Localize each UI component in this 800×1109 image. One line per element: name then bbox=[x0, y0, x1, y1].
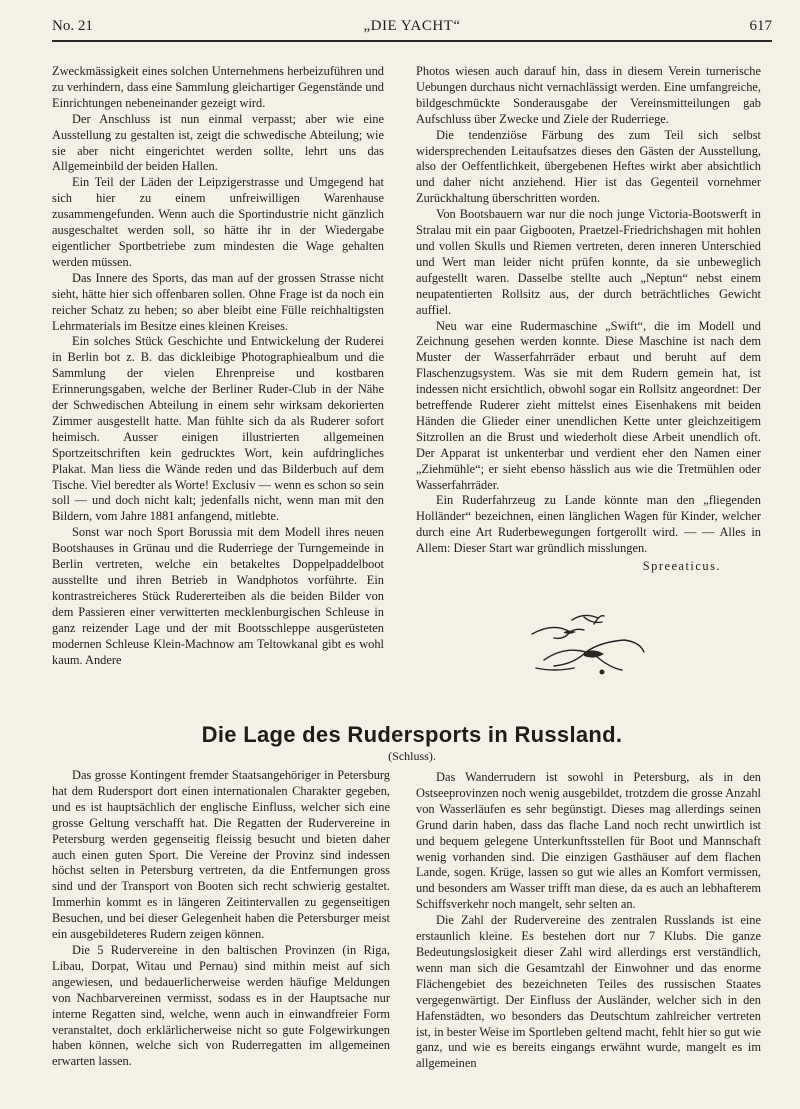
paragraph: Das Innere des Sports, das man auf der grossen Strasse nicht sieht, hätte hier sich offenbaren sollen. Ohne Frage ist da noch ein reicher Schatz zu heben; so aber bleibt eine Fülle reichhaltigsten Lehrmaterials im Besitze eines kleinen Kreises. bbox=[52, 270, 384, 333]
page-header bbox=[52, 18, 772, 38]
paragraph: Zweckmässigkeit eines solchen Unternehmens herbeizuführen und zu verhindern, dass eine Sammlung gleichartiger Gegenstände und Einrichtungen nebeneinander gezeigt wird. bbox=[52, 64, 384, 110]
header-rule bbox=[52, 40, 772, 42]
paragraph: Ein solches Stück Geschichte und Entwickelung der Ruderei in Berlin bot z. B. das dickleibige Photographiealbum und die Sammlung der vielen Ehrenpreise und kostbaren Erinnerungsgaben, welche der Berliner Ruder-Club in der Nähe der Schwedischen Abteilung in einem sehr wirksam dekorierten Zimmer ausgestellt hatte. Man fühlte sich da als Ruderer sofort heimisch. Ausser einigen illustrierten allgemeinen Sportzeitschriften kein gedrucktes Wort, kein aufdringliches Plakat. Man liess die Wände reden und das Bilderbuch auf dem Tische. Viel beredter als Worte! Exclusiv — wenn es schon so sein soll — und doch nicht kalt; jedenfalls nicht, wenn man mit den Bildern, vom Jahre 1881 anfangend, mitlebte. bbox=[52, 334, 384, 524]
column-top-left bbox=[52, 64, 384, 668]
page-number: 617 bbox=[749, 18, 772, 34]
paragraph: Der Anschluss ist nun einmal verpasst; aber wie eine Ausstellung zu gestalten ist, zeigt die schwedische Abteilung; wie sie aber nicht eingerichtet werden sollte, lehrt uns das Allgemeinbild der beiden Hallen. bbox=[52, 111, 384, 174]
column-bottom-right bbox=[416, 770, 761, 1072]
journal-title: „DIE YACHT“ bbox=[363, 18, 461, 34]
paragraph: Das Wanderrudern ist sowohl in Petersburg, als in den Ostseeprovinzen noch wenig ausgebildet, trotzdem die grosse Anzahl von Wasserläufen es sehr begünstigt. Dieses mag allerdings seinen Grund darin haben, dass das flache Land noch recht unwirtlich ist und bequem gelegene Unterkunftsstellen für Boot und Mannschaft wenig vorhanden sind. Die einzigen Gasthäuser auf dem flachen Lande, sogen. Krüge, lassen so gut wie alles an Komfort vermissen, und besonders am Wasser trifft man diese, da es auch an lebhafterem Schiffsverkehr noch mangelt, sehr selten an. bbox=[416, 770, 761, 912]
paragraph: Ein Teil der Läden der Leipzigerstrasse und Umgegend hat sich hier zu einem unfreiwilligen Warenhause zusammengefunden. Wenn auch die Sportindustrie nicht gänzlich ausgeschaltet werden soll, so hätte ihr in der Wiedergabe eigentlicher Sportbetriebe zum mindesten die Wage gehalten werden müssen. bbox=[52, 175, 384, 269]
article-title: Die Lage des Rudersports in Russland. bbox=[201, 722, 623, 747]
paragraph: Ein Ruderfahrzeug zu Lande könnte man den „fliegenden Holländer“ bezeichnen, einen länglichen Wagen für Kinder, welcher durch eine Art Ruderbewegungen fortgerollt wird. — — Alles in Allem: Dieser Start war gründlich misslungen. bbox=[416, 493, 761, 556]
paragraph: Photos wiesen auch darauf hin, dass in diesem Verein turnerische Uebungen durchaus nicht vernachlässigt werden. Eine umfangreiche, bildgeschmückte Sonderausgabe der Vereinsmitteilungen gab Aufschluss über Zwecke und Ziele der Ruderriege. bbox=[416, 64, 761, 126]
author-signature: Spreeaticus. bbox=[642, 559, 721, 574]
column-bottom-left bbox=[52, 768, 390, 1070]
paragraph: Sonst war noch Sport Borussia mit dem Modell ihres neuen Bootshauses in Grünau und die Ruderriege der Turngemeinde in Berlin vertreten, welche ein betakeltes Doppelpaddelboot ausstellte und ihren Betrieb in Wandphotos vorführte. Ein kontrastreicheres Stück Rudererteiben als die beiden Bilder von dem Passieren einer verwitterten mecklenburgischen Schleuse in ganz reizender Lage und der mit Bootsschleppe ausgerüsteten modernen Schleuse Klein-Machnow am Teltowkanal gibt es wohl kaum. Andere bbox=[52, 525, 384, 667]
paragraph: Die tendenziöse Färbung des zum Teil sich selbst widersprechenden Leitaufsatzes dieses den Gästen der Ausstellung, also der Oeffentlichkeit, übergebenen Heftes wirkt aber absichtlich und daher nicht anziehend. Hier ist das Gegenteil vornehmer Zurückhaltung überschritten worden. bbox=[416, 127, 761, 206]
article-subtitle: (Schluss). bbox=[388, 749, 436, 763]
column-top-right bbox=[416, 64, 761, 575]
paragraph: Neu war eine Rudermaschine „Swift“, die im Modell und Zeichnung gesehen werden konnte. Diese Maschine ist nach dem Muster der Wasserfahrräder erbaut und beruht auf dem Flaschenzugsystem. Was sie mit dem Rudern gemein hat, ist indessen nicht ersichtlich, obwohl sogar ein Rollsitz angeordnet: Der betreffende Ruderer zieht mittelst eines Eisenhakens mit beiden Händen die Glieder einer unendlichen Kette unter gleichzeitigem Sitzrollen an die Brust und wiederholt diese Arbeit unendlich oft. Der Apparat ist unkenterbar und verdient eher den Namen einer „Ziehmühle“; er sieht ebenso hässlich aus wie die Tretmühlen oder Wasserfahrräder. bbox=[416, 318, 761, 492]
paragraph: Die 5 Rudervereine in den baltischen Provinzen (in Riga, Libau, Dorpat, Witau und Pernau) sind mithin meist auf sich angewiesen, und bedauerlicherweise werden häufige Meldungen von Nachbarvereinen vermisst, sodass es in der Hauptsache nur interne Regatten sind, welche, wenn auch in einwandfreier Form veranstaltet, doch erklärlicherweise nicht so gute Folgewirkungen haben können, welche sich von Ruderregatten im allgemeinen erwarten lassen. bbox=[52, 942, 390, 1069]
seagulls-illustration bbox=[524, 612, 648, 682]
paragraph: Von Bootsbauern war nur die noch junge Victoria-Bootswerft in Stralau mit ein paar Gigbooten, Praetzel-Friedrichshagen mit hohlen und vollen Skulls und Riemen vertreten, deren inneren Unterschied und Wert man leider nicht prüfen konnte, da sie unbeweglich aufgestellt waren. Dasselbe stellte auch „Neptun“ nebst einem neupatentierten Rollsitz aus, der durch beträchtliches Gewicht auffiel. bbox=[416, 207, 761, 317]
issue-number: No. 21 bbox=[52, 18, 93, 34]
paragraph: Die Zahl der Rudervereine des zentralen Russlands ist eine erstaunlich kleine. Es bestehen dort nur 7 Klubs. Die ganze Bedeutungslosigkeit dieser Zahl wird allerdings erst verständlich, wenn man sich die Gesamtzahl der Einwohner und das enorme Flächengebiet des bezeichneten Teiles des russischen Staates vergegenwärtigt. Der Einfluss der Ausländer, welcher sich in den Hafenstädten, wo besonders das Deutschtum zahlreicher vertreten ist, in bester Weise im Sportleben geltend macht, fehlt hier so gut wie ganz, und wie es bereits eingangs erwähnt wurde, mangelt es im allgemeinen bbox=[416, 913, 761, 1071]
paragraph: Das grosse Kontingent fremder Staatsangehöriger in Petersburg hat dem Rudersport dort einen internationalen Charakter gegeben, und es ist hauptsächlich der englische Einfluss, welcher sich eine grosse Geltung verschafft hat. Die Regatten der Rudervereine in Petersburg werden gegenseitig fleissig besucht und bieten daher auch einen guten Sport. Die Vereine der Provinz sind indessen höchst selten in Petersburg vertreten, da die Entfernungen gross sind und der Transport von Booten sich recht schwierig gestaltet. Immerhin kommt es in längeren Zeitintervallen zu gegenseitigen Besuchen, und bei dieser Gelegenheit haben die Petersburger meist ein ausgebildeteres Rudern zeigen können. bbox=[52, 768, 390, 942]
